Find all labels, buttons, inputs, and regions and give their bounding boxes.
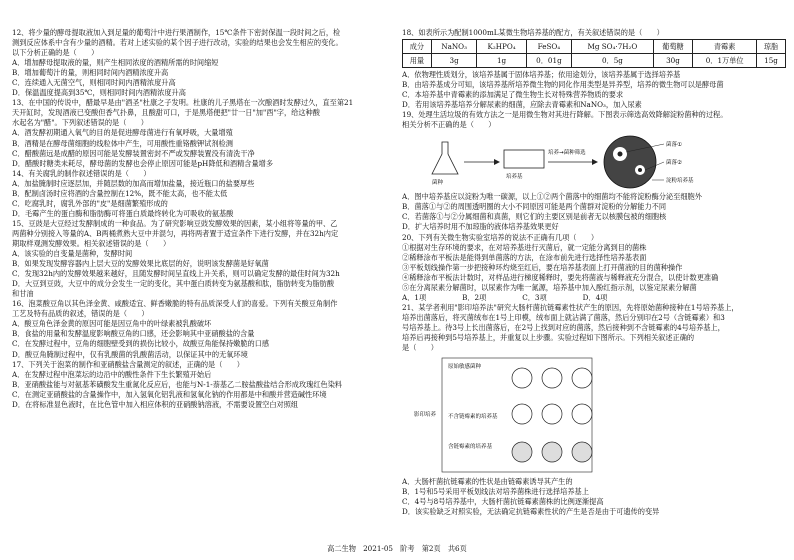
left-text-line: 12、将少量的酵母提取液加入到足量的葡萄汁中进行果酒制作，15℃条件下密封保温一段时间之后，检 [12,28,341,37]
plate-7 [572,368,592,388]
left-text-line: 和甘油 [12,289,34,299]
table-header-cell: FeSO₄ [526,40,571,54]
left-text-line: B．酒精是在酵母菌细胞的线粒体中产生，可用酸性重铬酸钾试剂检测 [12,138,233,148]
right-text-line: B．菌落①与②的周围透明圈的大小不同原因可能是两个菌群对淀粉的分解能力不同 [402,202,667,212]
left-text-line: A．加盐腌制时应逐层加，并随层数的加高而增加盐量，接近瓶口的盐要厚些 [12,178,255,188]
right-text-line: 18、如表所示为配制1000mL某微生物培养基的配方，有关叙述错误的是（ ） [402,28,664,37]
table-header-cell: 成分 [403,40,432,54]
colony-2 [638,168,642,172]
left-text-line: 天开缸时，发现酒液已变酸但香气扑鼻，且酸甜可口，于是黑塔便把"廿一日"加"酉"字，给这种酸 [12,108,320,118]
right-text-line: 培养后再接种到5号培养基上，并重复以上步骤。实验过程如下图所示。下列相关叙述正确的 [402,332,695,342]
right-text-line: A．1项 B．2项 C．3项 D．4项 [402,292,608,302]
table-value-cell: 3g [431,54,477,68]
table-header-cell: NaNO₃ [431,40,477,54]
replica-diagram-svg [402,356,788,474]
left-text-line: A．酸豆角色泽金黄的原因可能是因豆角中的叶绿素被乳酸破坏 [12,319,212,329]
right-text-line: ①根据对生存环境的要求，在对培养基进行灭菌后，就一定能分离到目的菌株 [402,242,647,252]
left-text-line: A．酒发酵初期通入氧气的目的是促进酵母菌进行有氧呼吸，大量增殖 [12,128,233,138]
plate-8 [572,404,592,424]
table-value-cell: 0．01g [526,54,571,68]
right-text-line: 是（ ） [402,343,438,353]
right-text-line: B．1号和5号采用平板划线法对培养菌株进行选择培养基上 [402,487,589,497]
left-text-line: B．增加葡萄汁的量，则相同时间内酒精浓度升高 [12,68,169,78]
left-text-line: D．大豆到豆豉，大豆中的成分会发生一定的变化，其中蛋白质转变为氨基酸和肽，脂肪转变为脂肪酸 [12,279,335,289]
plate-3 [512,442,532,462]
culture-medium-table [402,39,786,68]
right-text-line: ②稀释涂布平板法是能得到单菌落的方法，在涂布前先进行选择性培养基表面 [402,252,647,262]
right-text-line: D．扩大培养时用不加琼脂的液体培养基效果更好 [402,222,559,232]
medium-tube [504,150,544,168]
table-value-row [403,54,786,68]
left-text-line: 15、豆豉是大豆经过发酵制成的一种食品。为了研究影响豆豉发酵效果的因素，某小组将等量的甲、乙 [12,218,338,228]
plate-2 [512,404,532,424]
left-text-line: 工艺及特有品质的叙述，错误的是（ ） [12,309,149,319]
table-header-cell: Mg SO₄·7H₂O [572,40,654,54]
label-no-streptomycin: 不含链霉素的培养基 [448,414,498,421]
plate-9 [572,442,592,462]
left-text-line: D．酸豆角腌制过程中，仅有乳酸菌的乳酸菌活动，以保证其中的无氧环境 [12,349,248,359]
replica-plating-diagram [402,356,788,474]
right-text-line: A．大肠杆菌抗链霉素的性状是由链霉素诱导其产生的 [402,477,573,487]
left-text-line: D．保温温度提高到35℃，则相同时间内酒精浓度升高 [12,88,186,98]
left-text-line: 16、泡菜酸豆角以其色泽金黄、咸酸适宜、鲜香嫩脆的特有品质深受人们的喜爱。下列有关酸豆角制作 [12,299,338,309]
table-value-cell: 0．1万单位 [693,54,757,68]
table-value-cell: 用量 [403,54,432,68]
table-header-cell: K₂HPO₄ [477,40,526,54]
left-text-line: D．醋酸时糖类未耗尽，酵母菌的发酵也会停止原因可能是pH降低和酒精含量增多 [12,158,274,168]
left-text-line: 两菌种分别接入等量的A、B两桶煮熟大豆中并混匀，再将两者置于适宜条件下进行发酵，并在32h内定 [12,228,339,238]
right-text-line: B．由培养基成分可知，该培养基所培养微生物的同化作用类型是异养型，培养的微生物可以是酵母菌 [402,80,724,90]
right-text-line: C．4号与8号培养基中，大肠杆菌抗链霉素菌株的比例逐渐提高 [402,497,604,507]
left-text-line: A．增加酵母提取液的量，则产生相同浓度的酒精所需的时间缩短 [12,58,219,68]
left-column [12,28,398,410]
right-text-line: A．依物理性质划分，该培养基属于固体培养基；依用途划分，该培养基属于选择培养基 [402,70,681,80]
right-text-line: A．图中培养基应以淀粉为唯一碳源，以上①②两个菌落中的细菌均不能将淀粉酶分泌至细胞外 [402,192,702,202]
left-text-line: 14、有关腐乳的制作叙述错误的是（ ） [12,168,151,178]
left-text-line: B．如果发现发酵容器内上层大豆的发酵效果比底层的好，说明该发酵菌是好氧菌 [12,259,269,269]
screening-process-diagram [402,132,788,190]
colony-1 [618,152,623,157]
diagram-label-top: 培养→菌种筛选 [548,150,586,157]
screening-diagram-svg [402,132,788,190]
left-text-line: 13、在中国的传说中，醋最早是由"酒圣"杜康之子发明。杜康的儿子黑塔在一次酿酒时发酵过久，直至第21 [12,98,354,108]
right-text-line: ④稀释涂布平板法计数时，对样品进行梯度稀释时，要先将菌液与稀释液充分混合，以使计数更准确 [402,272,719,282]
table-value-cell: 15g [757,54,786,68]
left-text-line: 测到反应体系中含有少量的酒精。若对上述实验的某个因子进行改动，实验的结果也会发生相应的变化。 [12,38,343,48]
right-text-line: 19、处理生活垃圾的有效方法之一是用微生物对其进行降解。下图表示筛选高效降解淀粉菌种的过程。 [402,110,728,120]
arrow-head-2 [592,159,598,165]
left-text-line: B．食盐的用量和发酵温度影响酸豆角的口感，还会影响其中亚硝酸盐的含量 [12,329,255,339]
left-text-line: C．连续通入无菌空气，则相同时间内酒精浓度升高 [12,78,176,88]
right-text-line: 20、下列有关微生物实验室培养的说法不正确有几项（ ） [402,232,599,242]
left-text-line: B．配制卤汤时应将酒的含量控制在12%，既不能太高，也不能太低 [12,188,228,198]
arrow-head-1 [494,159,500,165]
plate-5 [542,404,562,424]
right-text-line: C．若菌落①与②分属细菌和真菌，则它们的主要区别是前者无以核膜包被的细胞核 [402,212,667,222]
left-text-line: C．醋酸菌远是成醋的原因可能是发酵装置密封不严或发酵装置没有清洗干净 [12,148,255,158]
right-column [402,28,788,517]
left-text-line: B．亚硝酸盐能与对氨基苯磺酸发生重氮化反应后，也能与N-1-萘基乙二胺盐酸盐结合形成玫瑰红色染料 [12,379,343,389]
label-original-strain: 原始敏感菌种 [448,364,482,371]
left-text-line: A．该实验的自变量是菌种，发酵时间 [12,249,133,259]
petri-dish [604,136,656,188]
page-footer: 高二生物 2021-05 阶考 第2页 共6页 [327,544,467,553]
label-colony-2: 菌落② [666,160,682,167]
flask-icon [432,142,458,174]
table-header-row [403,40,786,54]
left-text-line: C．吃腐乳时，腐乳外部的"皮"是细菌繁殖形成的 [12,198,168,208]
right-text-line: D．若用该培养基培养分解尿素的细菌，应除去青霉素和NaNO₃，加入尿素 [402,100,642,110]
label-starch-medium: 淀粉培养基 [666,178,694,185]
table-value-cell: 30g [653,54,693,68]
left-text-line: 期取样观测发酵效果。相关叙述错误的是（ ） [12,238,171,248]
left-text-line: D．在将标准显色液时，在比色管中加入相应体积的亚硝酸钠溶液，不需要设置空白对照组 [12,399,299,409]
left-text-line: 水起名为"醋"。下列叙述错误的是（ ） [12,118,148,128]
left-text-line: D．毛霉产生的蛋白酶和脂肪酶可将蛋白质最终转化为可吸收的氨基酸 [12,208,234,218]
table-header-cell: 青霉素 [693,40,757,54]
plate-4 [542,368,562,388]
right-text-line: D．该实验缺乏对照实验，无法确定抗链霉素性状的产生是否是由于可遗传的变异 [402,507,660,517]
right-text-line: 号培养基上。待3号上长出菌落后，在2号上找到对应的菌落，然后接种到不含链霉素的4号培养基上， [402,322,725,332]
left-text-line: 以下分析正确的是（ ） [12,48,99,58]
plate-1 [512,368,532,388]
table-header-cell: 琼脂 [757,40,786,54]
right-text-line: C．本培养基中青霉素的添加满足了微生物生长对特殊营养物质的要求 [402,90,624,100]
right-text-line: 培养出菌落后，将灭菌绒布在1号上印模，绒布面上就沾满了菌落，然后分别印在2号（含链霉素）和3 [402,312,725,322]
left-text-line: C．在测定亚硝酸盐的含量操作中，加入氢氧化铝乳液和氢氧化钠的作用都是中和酸并营造碱性环境 [12,389,327,399]
plate-6 [542,442,562,462]
right-text-line: ⑤在分离尿素分解菌时，以尿素作为唯一氮源，培养基中加入酚红指示剂，以鉴定尿素分解菌 [402,282,697,292]
left-text-line: A．在发酵过程中泡菜坛的边沿中的酸性条件下生长繁殖开始后 [12,369,212,379]
left-text-line: 17、下列关于泡菜的制作和亚硝酸盐含量测定的叙述，正确的是（ ） [12,359,244,369]
label-colony-1: 菌落① [666,142,682,149]
right-text-line: ③平板划线操作第一步把接种环灼烧至红后，要在培养基表面上打开菌液的目的菌种操作 [402,262,683,272]
right-text-line: 21、某学者利用"影印培养法"研究大肠杆菌抗链霉素性状产生的原因，先将原始菌种接种在1号培养基上， [402,302,739,312]
table-value-cell: 1g [477,54,526,68]
table-value-cell: 0．5g [572,54,654,68]
table-header-cell: 葡萄糖 [653,40,693,54]
diagram-label-strain: 菌种 [432,180,444,187]
left-text-line: C．在发酵过程中，豆角的细胞壁受到的损伤比较小，故酸豆角能保持嫩脆的口感 [12,339,270,349]
label-replica: 影印培养 [414,412,437,419]
diagram-label-medium: 培养基 [506,174,523,181]
label-with-streptomycin: 含链霉素的培养基 [448,444,493,451]
left-text-line: C．发现32h内的发酵效果越来越好，且随发酵时间呈直线上升关系，则可以确定发酵的最佳时间为32h [12,269,340,279]
right-text-line: 相关分析不正确的是（ ） [402,120,496,130]
